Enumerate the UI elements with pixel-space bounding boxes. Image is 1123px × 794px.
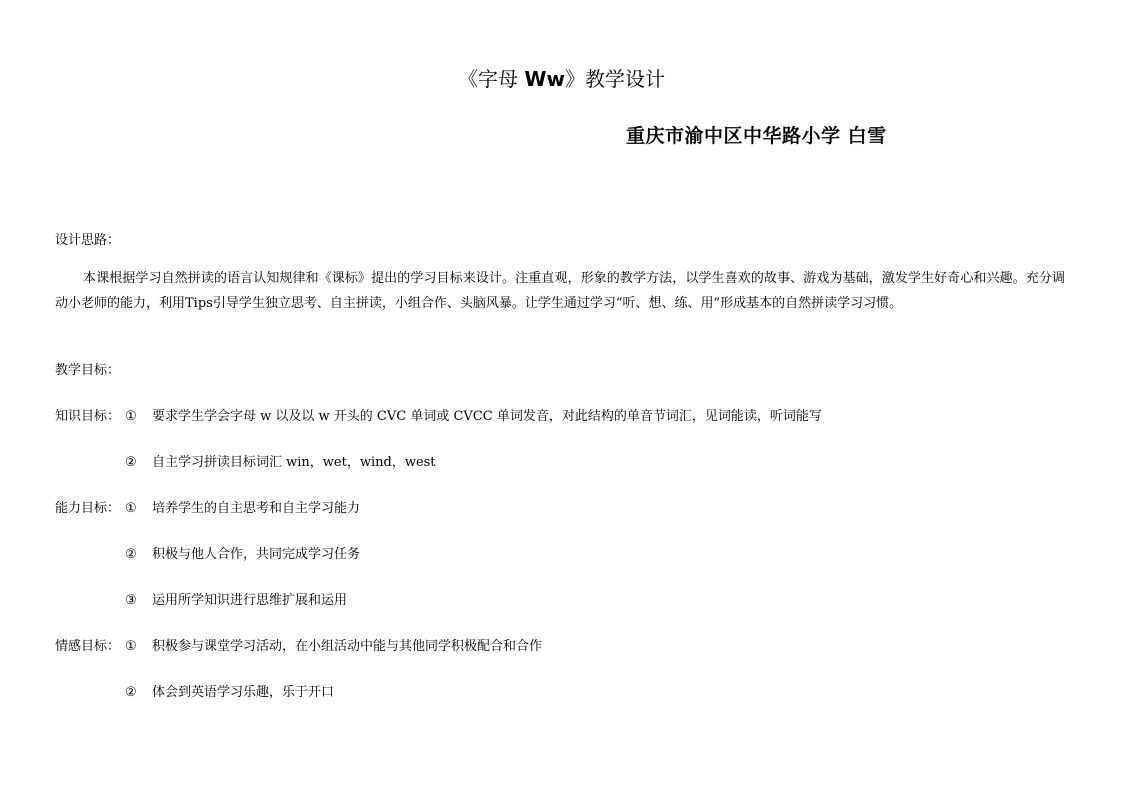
ability-goal-row bbox=[55, 499, 360, 519]
document-title bbox=[0, 64, 1123, 94]
goal-number: ② bbox=[125, 685, 137, 700]
goal-number: ① bbox=[125, 409, 137, 424]
knowledge-goal-row bbox=[125, 453, 436, 473]
design-idea-paragraph: 本课根据学习自然拼读的语言认知规律和《课标》提出的学习目标来设计。注重直观，形象的教学方法，以学生喜欢的故事、游戏为基础，激发学生好奇心和兴趣。充分调动小老师的能力，利用Tips引导学生独立思考、自主拼读，小组合作、头脑风暴。让学生通过学习“听、想、练、用”形成基本的自然拼读学习习惯。 bbox=[55, 271, 1065, 311]
knowledge-goal-label: 知识目标： bbox=[55, 409, 121, 424]
ability-goal-row bbox=[125, 591, 347, 611]
goal-number: ① bbox=[125, 501, 137, 516]
title-letter: Ww bbox=[524, 67, 565, 91]
goal-number: ③ bbox=[125, 593, 137, 608]
author-line: 重庆市渝中区中华路小学 白雪 bbox=[626, 125, 887, 147]
ability-goal-label: 能力目标： bbox=[55, 501, 121, 516]
emotion-goal-label: 情感目标： bbox=[55, 639, 121, 654]
goal-number: ② bbox=[125, 455, 137, 470]
goal-number: ② bbox=[125, 547, 137, 562]
knowledge-goal-row bbox=[55, 407, 822, 427]
goal-text: 培养学生的自主思考和自主学习能力 bbox=[152, 501, 361, 516]
emotion-goal-row bbox=[55, 637, 542, 657]
design-idea-heading: 设计思路： bbox=[55, 233, 121, 248]
ability-goal-row bbox=[125, 545, 360, 565]
goals-heading: 教学目标： bbox=[55, 363, 121, 378]
goal-text: 积极参与课堂学习活动，在小组活动中能与其他同学积极配合和合作 bbox=[152, 639, 543, 654]
goal-number: ① bbox=[125, 639, 137, 654]
goal-text: 运用所学知识进行思维扩展和运用 bbox=[152, 593, 348, 608]
goal-text: 体会到英语学习乐趣，乐于开口 bbox=[152, 685, 335, 700]
title-prefix: 《字母 bbox=[458, 67, 525, 91]
goal-text: 积极与他人合作，共同完成学习任务 bbox=[152, 547, 361, 562]
title-suffix: 》教学设计 bbox=[564, 67, 665, 91]
emotion-goal-row bbox=[125, 683, 334, 703]
goal-text: 自主学习拼读目标词汇 win，wet，wind，west bbox=[152, 455, 436, 470]
goal-text: 要求学生学会字母 w 以及以 w 开头的 CVC 单词或 CVCC 单词发音，对此结构的单音节词汇，见词能读，听词能写 bbox=[152, 409, 822, 424]
